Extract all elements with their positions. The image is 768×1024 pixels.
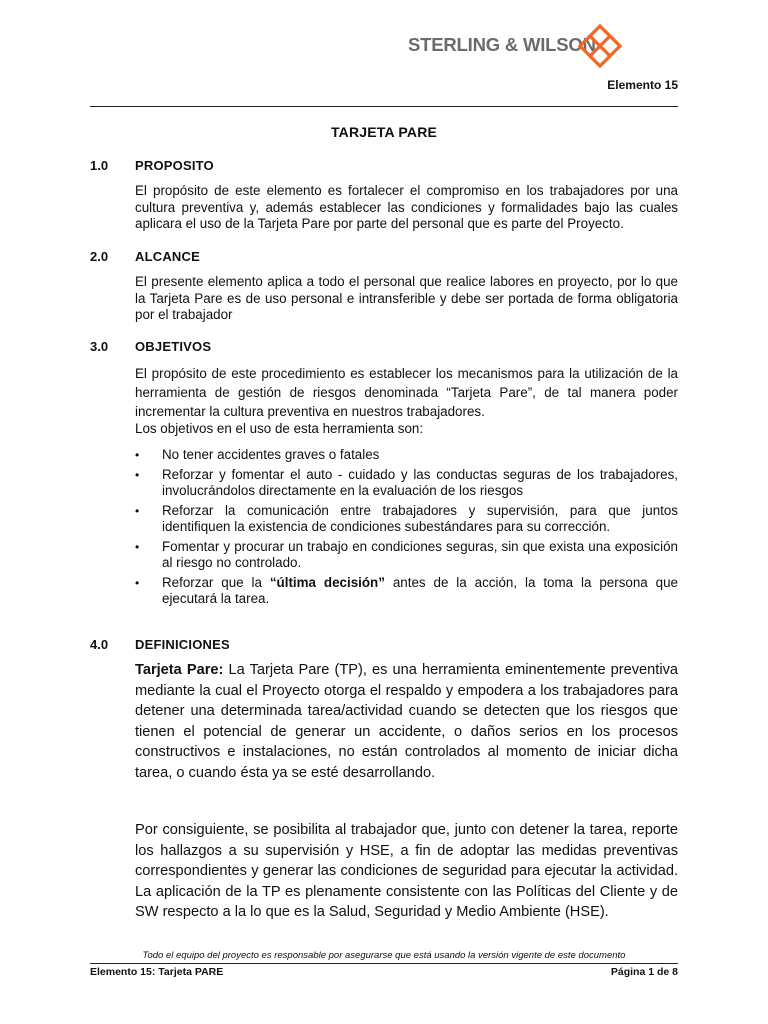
list-item-text: No tener accidentes graves o fatales: [162, 447, 380, 462]
header-divider: [90, 106, 678, 107]
definition-paragraph: [135, 660, 678, 783]
section-title-objetivos: OBJETIVOS: [135, 339, 212, 354]
objectives-list: [135, 447, 678, 611]
list-item: [135, 575, 678, 608]
company-logo: [408, 22, 624, 72]
section-3-intro: Los objetivos en el uso de esta herramienta son:: [135, 421, 424, 436]
section-title-definiciones: DEFINICIONES: [135, 637, 230, 652]
bullet-icon: •: [135, 575, 140, 590]
list-item-text: Reforzar y fomentar el auto - cuidado y las conductas seguras de los trabajadores, involucrándolos directamente en la evaluación de los riesgos: [162, 466, 678, 498]
section-title-proposito: PROPOSITO: [135, 158, 214, 173]
bullet-icon: •: [135, 448, 140, 462]
element-number: Elemento 15: [607, 78, 678, 92]
list-item: [135, 503, 678, 536]
list-item-emphasis: “última decisión”: [269, 574, 385, 590]
section-1-paragraph: El propósito de este elemento es fortalecer el compromiso en los trabajadores por una cultura preventiva y, además establecer las condiciones y formalidades bajo las cuales aplicara el uso de la Tarjeta Pare por parte del personal que es parte del Proyecto.: [135, 183, 678, 231]
section-number-4: 4.0: [90, 637, 109, 652]
logo-mark-icon: [574, 22, 626, 70]
bullet-icon: •: [135, 539, 140, 554]
list-item: [135, 539, 678, 572]
section-number-2: 2.0: [90, 249, 109, 264]
footer-note: Todo el equipo del proyecto es responsable por asegurarse que está usando la versión vigente de este documento: [142, 950, 626, 961]
footer-document-name: Elemento 15: Tarjeta PARE: [90, 966, 224, 978]
section-number-1: 1.0: [90, 158, 109, 173]
bullet-icon: •: [135, 467, 140, 482]
list-item-text-after: antes de la acción, la toma la persona que ejecutará la tarea.: [162, 574, 678, 606]
footer-divider: [90, 963, 678, 964]
list-item: [135, 447, 678, 464]
section-3-paragraph: El propósito de este procedimiento es establecer los mecanismos para la utilización de la herramienta de gestión de riesgos denominada “Tarjeta Pare”, de tal manera poder incrementar la cultura preventiva en nuestros trabajadores.: [135, 366, 678, 419]
definition-term: Tarjeta Pare:: [135, 662, 224, 678]
list-item-text: Reforzar la comunicación entre trabajadores y supervisión, para que juntos identifiquen la existencia de condiciones subestándares para su corrección.: [162, 502, 678, 534]
bullet-icon: •: [135, 503, 140, 518]
definition-text: La Tarjeta Pare (TP), es una herramienta eminentemente preventiva mediante la cual el Proyecto otorga el respaldo y empodera a los trabajadores para detener una determinada tarea/actividad cuando se detecten que los riesgos que tienen el potencial de generar un accidente, o daños serios en los procesos constructivos e instalaciones, no están controlados al momento de iniciar dicha tarea, o cuando ésta ya se esté desarrollando.: [135, 662, 678, 781]
document-title: TARJETA PARE: [330, 124, 438, 140]
list-item-text-before: Reforzar que la: [162, 574, 270, 590]
list-item-text: Fomentar y procurar un trabajo en condiciones seguras, sin que exista una exposición al riesgo no controlado.: [162, 538, 678, 570]
section-2-paragraph: El presente elemento aplica a todo el personal que realice labores en proyecto, por lo que la Tarjeta Pare es de uso personal e intransferible y debe ser portada de forma obligatoria por el trabajador: [135, 274, 678, 322]
list-item: [135, 467, 678, 500]
section-number-3: 3.0: [90, 339, 109, 354]
section-title-alcance: ALCANCE: [135, 249, 200, 264]
logo-text: STERLING & WILSON: [408, 34, 596, 55]
footer-page-number: Página 1 de 8: [610, 966, 678, 978]
section-4-paragraph-2: Por consiguiente, se posibilita al trabajador que, junto con detener la tarea, reporte los hallazgos a su supervisión y HSE, a fin de adoptar las medidas preventivas correspondientes y generar las condiciones de seguridad para ejecutar la actividad. La aplicación de la TP es plenamente consistente con las Políticas del Cliente y de SW respecto a la lo que es la Salud, Seguridad y Medio Ambiente (HSE).: [135, 822, 678, 920]
